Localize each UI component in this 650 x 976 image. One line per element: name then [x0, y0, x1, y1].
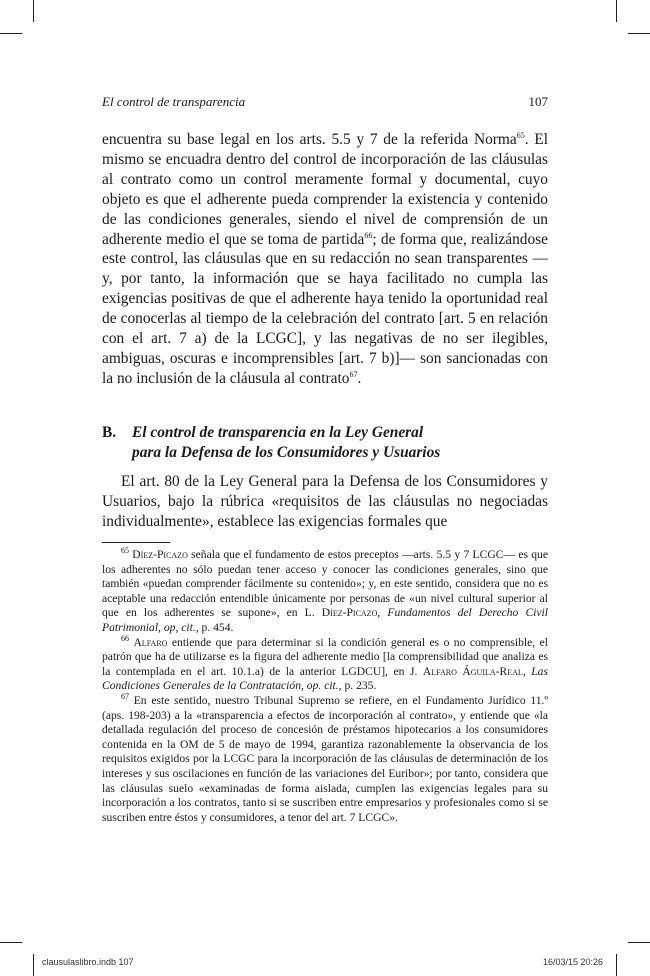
section-title-line-2: para la Defensa de los Consumidores y Usuarios — [132, 443, 441, 461]
footnote-divider — [102, 542, 170, 543]
paragraph-text: . El mismo se encuadra dentro del control de incorporación de las cláusulas al contrato como un control meramente formal y documental, cuyo objeto es que el adherente pueda comprender la existencia y contenido de las condiciones generales, siendo el nivel de comprensión de un adherente medio el que se toma de partida — [102, 131, 548, 248]
paragraph-text: . — [357, 369, 362, 387]
footnote-text: entiende que para determinar si la condición general es o no comprensible, el patrón que ha de utilizarse es la figura del adherente medio [la comprensibilidad que analiza es la contemplada en el art. 10.1.a) de la anterior LGDCU], en J. — [102, 635, 548, 678]
footnote-author: Díez-Picazo — [321, 606, 378, 620]
footnote-66 — [102, 633, 548, 694]
footnote-text: p. 454. — [198, 620, 234, 634]
crop-mark-top-left-v — [33, 0, 34, 22]
running-header — [102, 94, 548, 110]
paragraph-text: ; de forma que, realizándose este control, las cláusulas que en su redacción no sean transparentes —y, por tanto, la información que se haya facilitado no cumpla las exigencias positivas de que el adherente haya tenido la oportunidad real de conocerlas al tiempo de la celebración del contrato [art. 5 en relación con el art. 7 a) de la LCGC], y las negativas de no ser ilegibles, ambiguas, oscuras e incomprensibles [art. 7 b)]— son sancionadas con la no inclusión de la cláusula al contrato — [102, 230, 548, 387]
footnote-number: 65 — [121, 546, 129, 556]
section-letter: B. — [102, 424, 117, 441]
page-number: 107 — [528, 94, 548, 109]
footnote-text: En este sentido, nuestro Tribunal Supremo se refiere, en el Fundamento Jurídico 11.º (aps. 198-203) a la «transparencia a efectos de incorporación al contrato», y entiende que «la detallada regulación del proceso de concesión de préstamos hipotecarios a los consumidores contenida en la OM de 5 de mayo de 1994, garantiza razonablemente la observancia de los requisitos exigidos por la LCGC para la incorporación de las cláusulas de determinación de los intereses y sus oscilaciones en función de las variaciones del Euribor»; por tanto, considera que las cláusulas suelo «examinadas de forma aislada, cumplen las exigencias legales para su incorporación a los contratos, tanto si se suscriben entre empresarios y profesionales como si se suscriben entre éstos y consumidores, a tenor del art. 7 LCGC». — [102, 693, 548, 824]
section-title — [132, 423, 532, 463]
footnote-text: p. 235. — [341, 679, 377, 693]
paragraph-text: encuentra su base legal en los arts. 5.5 y 7 de la referida Norma — [102, 131, 517, 148]
footnote-text: , — [158, 620, 164, 634]
body-paragraph-1 — [102, 130, 548, 389]
footnote-text: , — [522, 664, 532, 678]
footnote-ref: 66 — [364, 230, 373, 240]
crop-mark-bottom-right-v — [616, 954, 617, 976]
crop-mark-top-right-v — [616, 0, 617, 22]
crop-mark-bottom-left-h — [0, 942, 22, 943]
footnotes — [102, 548, 548, 825]
footnote-65 — [102, 548, 548, 636]
crop-mark-top-left-h — [0, 33, 22, 34]
footnote-book-title: Fundamentos del Derecho Civil Patrimonial — [102, 606, 548, 634]
crop-mark-bottom-left-v — [33, 954, 34, 976]
footer-file-label: clausulaslibro.indb 107 — [42, 957, 134, 967]
footer-date-label: 16/03/15 20:26 — [543, 957, 604, 967]
footnote-author: Díez-Picazo — [132, 548, 188, 561]
crop-mark-bottom-right-h — [628, 942, 650, 943]
section-title-line-1: El control de transparencia en la Ley General — [132, 424, 424, 441]
footnote-book-title: Las Condiciones Generales de la Contratación, op. cit., — [102, 664, 548, 693]
footnote-67 — [102, 694, 548, 825]
crop-mark-top-right-h — [628, 33, 650, 34]
footnote-number: 67 — [121, 692, 129, 702]
footnote-ref: 67 — [349, 369, 358, 379]
body-paragraph-2: El art. 80 de la Ley General para la Defensa de los Consumidores y Usuarios, bajo la rúbrica «requisitos de las cláusulas no negociadas individualmente», establece las exigencias formales que — [102, 473, 548, 530]
running-title: El control de transparencia — [102, 94, 246, 109]
footnote-text: , — [377, 606, 388, 620]
footnote-text: señala que el fundamento de estos preceptos —arts. 5.5 y 7 LCGC— es que los adherentes no sólo puedan tener acceso y conocer las condiciones generales, sino que también «puedan comprender fácilmente su contenido»; y, en este sentido, considera que no es aceptable una redacción entendible únicamente por personas de «un nivel cultural superior al que en los adherentes se supone», en L. — [102, 548, 548, 620]
footnote-author: Alfaro Águila-Real — [422, 664, 523, 678]
footnote-number: 66 — [121, 633, 129, 643]
footnote-opcit: op, cit., — [163, 620, 199, 634]
footnote-ref: 65 — [516, 130, 525, 140]
footnote-author: Alfaro — [133, 635, 168, 649]
